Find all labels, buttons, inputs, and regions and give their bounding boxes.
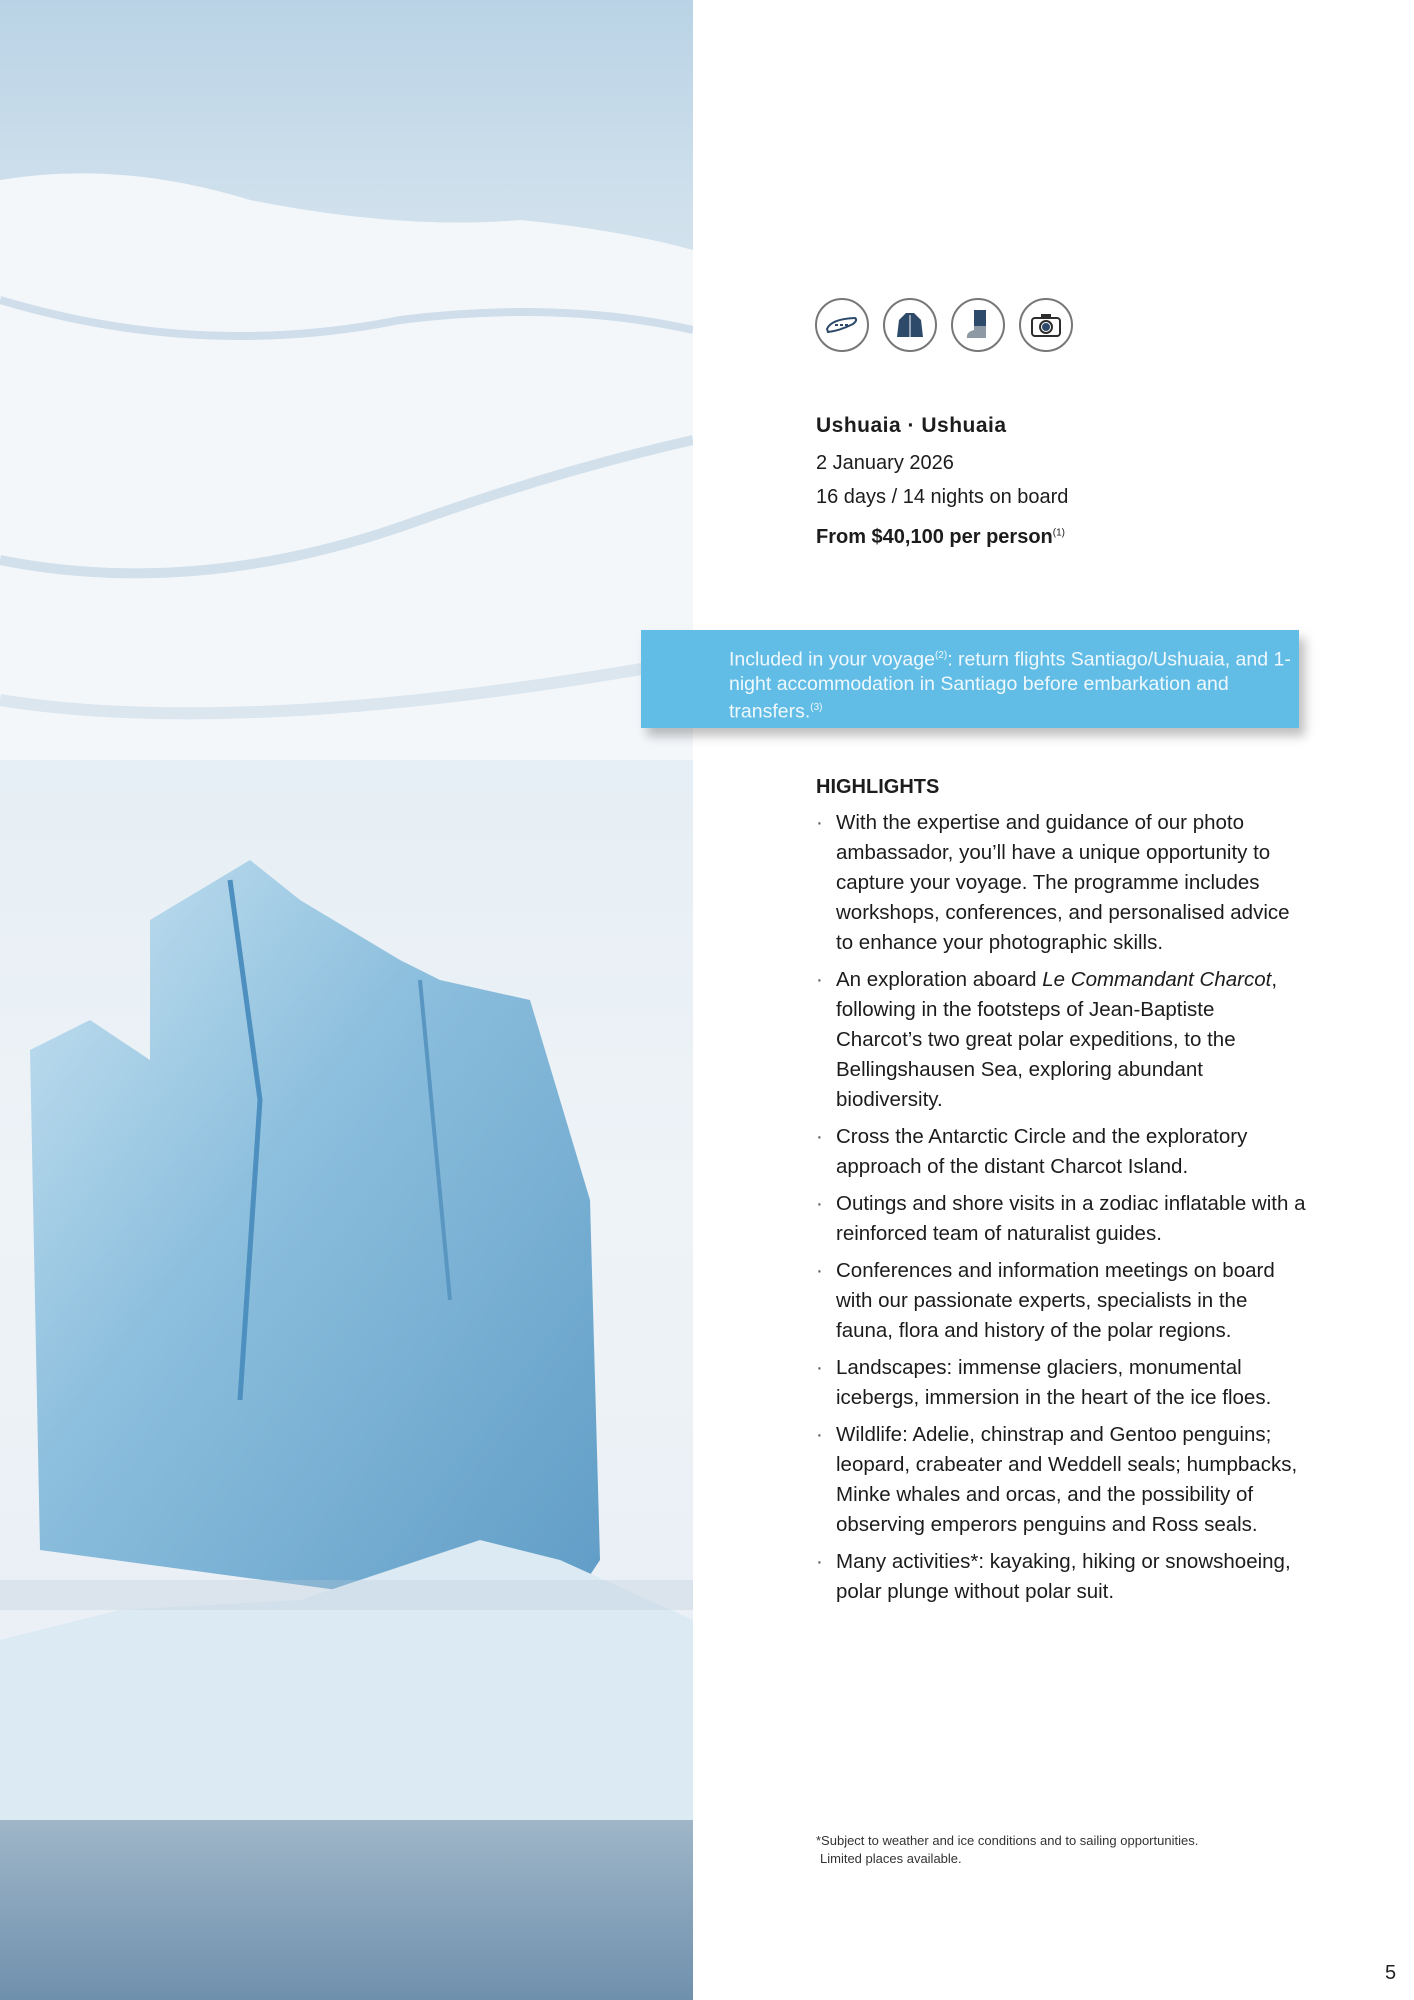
footnote-ref: (3) bbox=[810, 701, 823, 713]
list-item: · With the expertise and guidance of our photo ambassador, you’ll have a unique opportunity to capture your voyage. The programme includes workshops, conferences, and personalised advice to enhance your photographic skills. bbox=[816, 811, 1290, 954]
snowshoe-icon bbox=[815, 298, 869, 352]
camera-icon bbox=[1019, 298, 1073, 352]
voyage-duration: 16 days / 14 nights on board bbox=[816, 486, 1069, 508]
footnote-ref: (2) bbox=[934, 650, 948, 661]
included-text: Included in your voyage bbox=[729, 648, 935, 671]
list-item: · Wildlife: Adelie, chinstrap and Gentoo penguins; leopard, crabeater and Weddell seals; humpbacks, Minke whales and orcas, and the possibility of observing emperors penguins and Ross seals. bbox=[816, 1423, 1298, 1536]
equipment-icons bbox=[815, 298, 1073, 352]
highlights-heading: HIGHLIGHTS bbox=[816, 776, 940, 798]
price bbox=[816, 526, 1065, 549]
list-item: · Many activities*: kayaking, hiking or snowshoeing, polar plunge without polar suit. bbox=[816, 1550, 1291, 1603]
list-item: · Landscapes: immense glaciers, monumental icebergs, immersion in the heart of the ice floes. bbox=[816, 1356, 1272, 1409]
boot-icon bbox=[951, 298, 1005, 352]
jacket-icon bbox=[883, 298, 937, 352]
price-footnote-ref: (1) bbox=[1052, 527, 1066, 539]
list-item: · Outings and shore visits in a zodiac inflatable with a reinforced team of naturalist guides. bbox=[816, 1192, 1306, 1245]
list-item: · Conferences and information meetings on board with our passionate experts, specialists in the fauna, flora and history of the polar regions. bbox=[816, 1259, 1275, 1342]
ship-name: Le Commandant Charcot bbox=[1042, 968, 1272, 991]
included-banner bbox=[641, 630, 1299, 728]
footnote: *Subject to weather and ice conditions and to sailing opportunities. Limited places available. bbox=[816, 1833, 1199, 1866]
departure-date: 2 January 2026 bbox=[816, 452, 954, 474]
list-item: · An exploration aboard Le Commandant Charcot, following in the footsteps of Jean-Baptiste Charcot’s two great polar expeditions, to the Bellingshausen Sea, exploring abundant biodiversity. bbox=[816, 968, 1278, 1111]
route-title: Ushuaia · Ushuaia bbox=[816, 414, 1007, 437]
iceberg-photo bbox=[0, 0, 693, 2000]
included-text: : return flights Santiago/Ushuaia, and 1-night accommodation in Santiago before embarkation and transfers. bbox=[729, 648, 1291, 722]
list-item: · Cross the Antarctic Circle and the exploratory approach of the distant Charcot Island. bbox=[816, 1125, 1248, 1178]
highlights-list bbox=[816, 808, 1306, 1614]
price-text: From $40,100 per person bbox=[816, 526, 1053, 548]
page-number: 5 bbox=[1385, 1962, 1397, 1984]
